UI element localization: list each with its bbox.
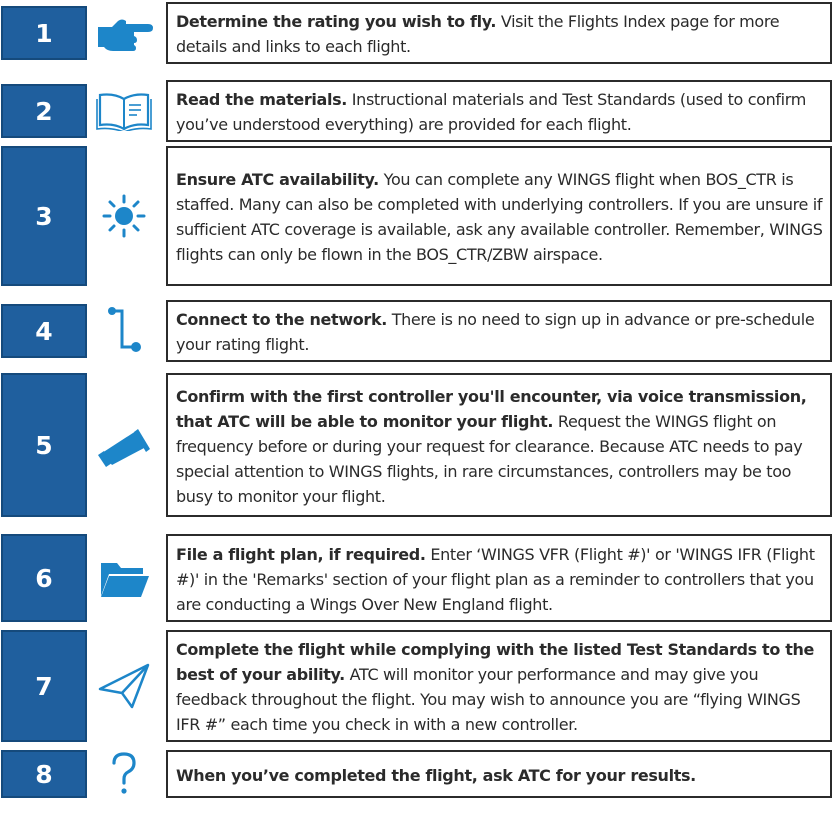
- step-description-box: [166, 80, 832, 142]
- question-mark-icon: [94, 750, 154, 798]
- step-body: There is no need to sign up in advance or pre-schedule your rating flight.: [176, 310, 815, 354]
- step-body: Instructional materials and Test Standards (used to confirm you’ve understood everything) are provided for each flight.: [176, 90, 806, 134]
- step-heading: Ensure ATC availability.: [176, 170, 379, 189]
- step-heading: Determine the rating you wish to fly.: [176, 12, 497, 31]
- step-number-badge: 4: [1, 304, 87, 358]
- sun-icon: [94, 146, 154, 286]
- step-row: [0, 750, 834, 798]
- step-row: [0, 630, 834, 742]
- connection-path-icon: [94, 300, 154, 362]
- step-heading: File a flight plan, if required.: [176, 544, 426, 564]
- step-body: Enter ‘WINGS VFR (Flight #)' or 'WINGS IFR (Flight #)' in the 'Remarks' section of your flight plan as a reminder to controllers that you are conducting a Wings Over New England flight.: [176, 544, 815, 614]
- step-description-box: [166, 2, 832, 64]
- step-heading: When you’ve completed the flight, ask ATC for your results.: [176, 765, 696, 785]
- step-heading: Confirm with the first controller you'll encounter, via voice transmission, that ATC will be able to monitor your flight.: [176, 386, 807, 431]
- pointing-hand-icon: [94, 2, 154, 64]
- step-body: You can complete any WINGS flight when BOS_CTR is staffed. Many can also be completed with underlying controllers. If you are unsure if sufficient ATC coverage is available, ask any available controller. Remember, WINGS flights can only be flown in the BOS_CTR/ZBW airspace.: [176, 170, 823, 264]
- step-description-box: [166, 146, 832, 286]
- folder-icon: [94, 534, 154, 622]
- step-row: [0, 534, 834, 622]
- step-body: Request the WINGS flight on frequency before or during your request for clearance. Because ATC needs to pay special attention to WINGS flights, in rare circumstances, controllers may be too busy to monitor your flight.: [176, 411, 803, 506]
- megaphone-icon: [94, 373, 154, 517]
- step-number-badge: 7: [1, 630, 87, 742]
- step-number-badge: 6: [1, 534, 87, 622]
- step-row: [0, 146, 834, 286]
- step-number-badge: 8: [1, 750, 87, 798]
- step-row: [0, 300, 834, 362]
- step-row: [0, 80, 834, 142]
- step-heading: Read the materials.: [176, 90, 348, 109]
- step-number-badge: 2: [1, 84, 87, 138]
- step-description-box: [166, 373, 832, 517]
- paper-plane-icon: [94, 630, 154, 742]
- step-number-badge: 1: [1, 6, 87, 60]
- step-heading: Connect to the network.: [176, 310, 387, 329]
- step-description-box: [166, 534, 832, 622]
- step-number-badge: 5: [1, 373, 87, 517]
- step-row: [0, 373, 834, 517]
- step-heading: Complete the flight while complying with the listed Test Standards to the best of your ability.: [176, 640, 815, 684]
- open-book-icon: [94, 80, 154, 142]
- step-row: [0, 2, 834, 64]
- step-body: ATC will monitor your performance and may give you feedback throughout the flight. You may wish to announce you are “flying WINGS IFR #” each time you check in with a new controller.: [176, 665, 801, 734]
- step-body: Visit the Flights Index page for more details and links to each flight.: [176, 12, 780, 56]
- step-number-badge: 3: [1, 146, 87, 286]
- step-description-box: [166, 300, 832, 362]
- step-description-box: [166, 750, 832, 798]
- step-description-box: [166, 630, 832, 742]
